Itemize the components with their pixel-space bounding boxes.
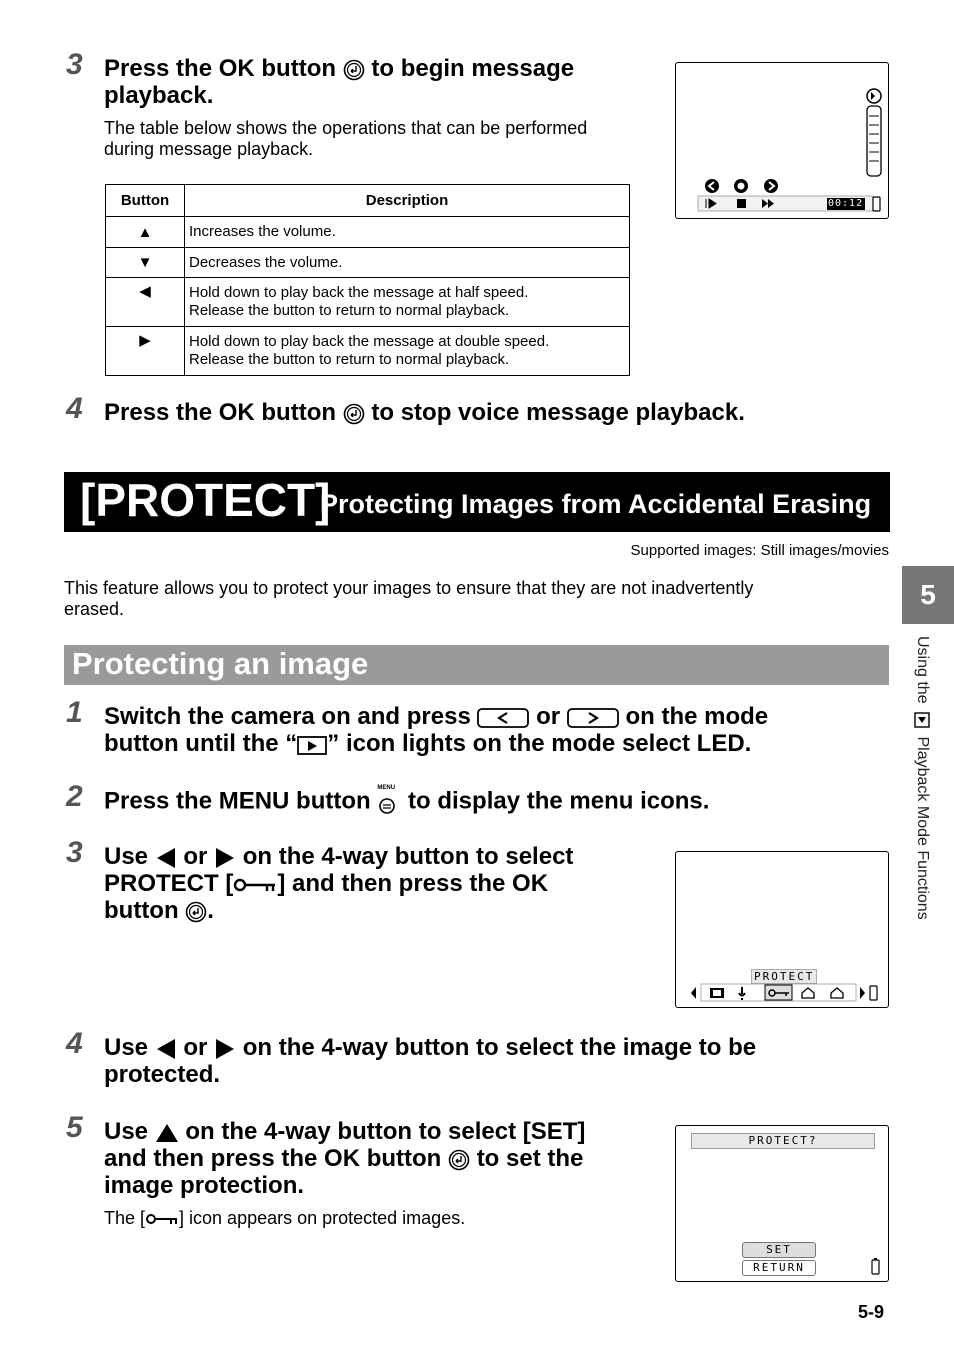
description-line: Hold down to play back the message at double speed. <box>189 333 550 350</box>
description-line: Hold down to play back the message at half speed. <box>189 284 529 301</box>
step-text: Use <box>104 1034 149 1061</box>
step-number: 4 <box>66 392 83 425</box>
chapter-side-label <box>913 636 931 920</box>
step-text: PROTECT [ <box>104 870 234 897</box>
button-cell: ▶ <box>106 327 185 376</box>
step-text: to set the <box>476 1145 584 1172</box>
step-text: or <box>183 843 208 870</box>
step-number: 2 <box>66 780 83 813</box>
chapter-tab: 5 <box>902 566 954 624</box>
description-line: Release the button to return to normal playback. <box>189 351 510 368</box>
key-icon <box>233 876 277 894</box>
description-line: Increases the volume. <box>189 223 336 240</box>
protect-confirm-screen <box>675 1125 889 1282</box>
step-text: protected. <box>104 1061 221 1088</box>
note-text: ] icon appears on protected images. <box>179 1208 466 1228</box>
desc-line: during message playback. <box>104 139 314 159</box>
menu-screen <box>675 851 889 1008</box>
protect-menu-label: PROTECT <box>751 969 817 984</box>
battery-icon <box>870 986 877 1000</box>
button-cell: ▼ <box>106 248 185 278</box>
menu-icons-strip <box>676 852 888 1007</box>
description-cell <box>185 248 630 278</box>
header-description: Description <box>185 185 630 217</box>
playback-screen <box>675 62 889 219</box>
step-1-heading <box>104 703 894 757</box>
button-cell: ▲ <box>106 217 185 248</box>
description-cell <box>185 217 630 248</box>
step-3-heading <box>104 55 664 109</box>
playback-mode-icon <box>297 734 327 756</box>
step-text: Switch the camera on and press <box>104 703 471 730</box>
step-5-note <box>104 1208 465 1229</box>
step-text: or <box>536 703 561 730</box>
step-5-heading <box>104 1118 664 1199</box>
operations-table <box>105 184 630 376</box>
step-text: on the 4-way button to select [SET] <box>185 1118 586 1145</box>
step-text: Use <box>104 1118 149 1145</box>
step-4-heading <box>104 399 904 426</box>
confirm-title: PROTECT? <box>691 1133 875 1149</box>
description-line: Release the button to return to normal playback. <box>189 302 510 319</box>
step-text: on the mode <box>625 703 769 730</box>
table-row <box>106 278 630 327</box>
table-row <box>106 248 630 278</box>
description-cell <box>185 278 630 327</box>
banner-title: [PROTECT] <box>80 474 331 526</box>
protect-banner <box>64 472 890 532</box>
intro-text <box>64 578 753 620</box>
table-row <box>106 217 630 248</box>
right-mode-button-icon <box>567 707 619 729</box>
step-text: to display the menu icons. <box>408 787 710 815</box>
note-text: The [ <box>104 1208 146 1228</box>
button-cell: ◀ <box>106 278 185 327</box>
menu-left-arrow <box>691 987 696 999</box>
ok-button-icon <box>343 403 365 425</box>
right-arrow-icon <box>214 1038 236 1060</box>
description-line: Decreases the volume. <box>189 253 343 271</box>
step-text: button until the “ <box>104 730 298 757</box>
side-text: Playback Mode Functions <box>914 736 931 920</box>
supported-images-note: Supported images: Still images/movies <box>630 542 889 559</box>
header-button: Button <box>106 185 185 217</box>
page-number: 5-9 <box>858 1302 885 1322</box>
playback-screen-graphic <box>676 63 888 218</box>
step-text: to stop voice message playback. <box>371 399 745 426</box>
step-text: button <box>104 897 179 924</box>
banner-subtitle: Protecting Images from Accidental Erasing <box>320 489 872 519</box>
menu-tag: MENU <box>377 785 396 791</box>
step-text: on the 4-way button to select the image to be <box>242 1034 757 1061</box>
ok-button-icon <box>448 1149 470 1171</box>
step-number: 3 <box>66 836 83 869</box>
table-header <box>106 185 630 217</box>
up-arrow-icon <box>155 1122 179 1144</box>
step-number: 5 <box>66 1111 83 1144</box>
playback-time: 00:12 <box>828 198 864 209</box>
menu-button-icon <box>377 787 401 817</box>
side-text: Using the <box>914 636 931 704</box>
playback-mode-icon <box>914 712 930 728</box>
right-arrow-icon <box>214 847 236 869</box>
step-text: Press the OK button <box>104 399 337 426</box>
section-title: Protecting an image <box>72 646 369 681</box>
step-text: to begin message <box>371 55 575 82</box>
left-arrow-icon <box>155 847 177 869</box>
intro-line: erased. <box>64 599 125 619</box>
step-text: Press the MENU button <box>104 787 371 815</box>
step-text: playback. <box>104 82 214 109</box>
step-text: on the 4-way button to select <box>242 843 574 870</box>
step-text: ” icon lights on the mode select LED. <box>327 730 752 757</box>
key-icon <box>145 1212 179 1226</box>
step-text: or <box>183 1034 208 1061</box>
intro-line: This feature allows you to protect your images to ensure that they are not inadvertently <box>64 578 754 598</box>
step-number: 3 <box>66 48 83 81</box>
description-cell <box>185 327 630 376</box>
left-mode-button-icon <box>477 707 529 729</box>
step-4-select-heading <box>104 1034 904 1088</box>
battery-icon <box>873 197 880 211</box>
step-text: Press the OK button <box>104 55 337 82</box>
set-option[interactable]: SET <box>742 1242 816 1258</box>
left-arrow-icon <box>155 1038 177 1060</box>
step-3-description <box>104 118 587 160</box>
step-text: and then press the OK button <box>104 1145 442 1172</box>
desc-line: The table below shows the operations that can be performed <box>104 118 588 138</box>
table-row <box>106 327 630 376</box>
battery-icon <box>871 1258 881 1276</box>
step-number: 4 <box>66 1027 83 1060</box>
step-text: image protection. <box>104 1172 305 1199</box>
step-text: Use <box>104 843 149 870</box>
ok-button-icon <box>343 59 365 81</box>
menu-right-arrow <box>860 987 865 999</box>
step-text: ] and then press the OK <box>277 870 549 897</box>
ok-button-icon <box>185 901 207 923</box>
step-number: 1 <box>66 696 83 729</box>
step-2-heading <box>104 787 894 817</box>
section-header <box>64 645 889 685</box>
return-option[interactable]: RETURN <box>742 1260 816 1276</box>
step-3-select-heading: Use or on the 4-way button to select PROTECT [ ] and then press the OK button . <box>104 843 574 924</box>
